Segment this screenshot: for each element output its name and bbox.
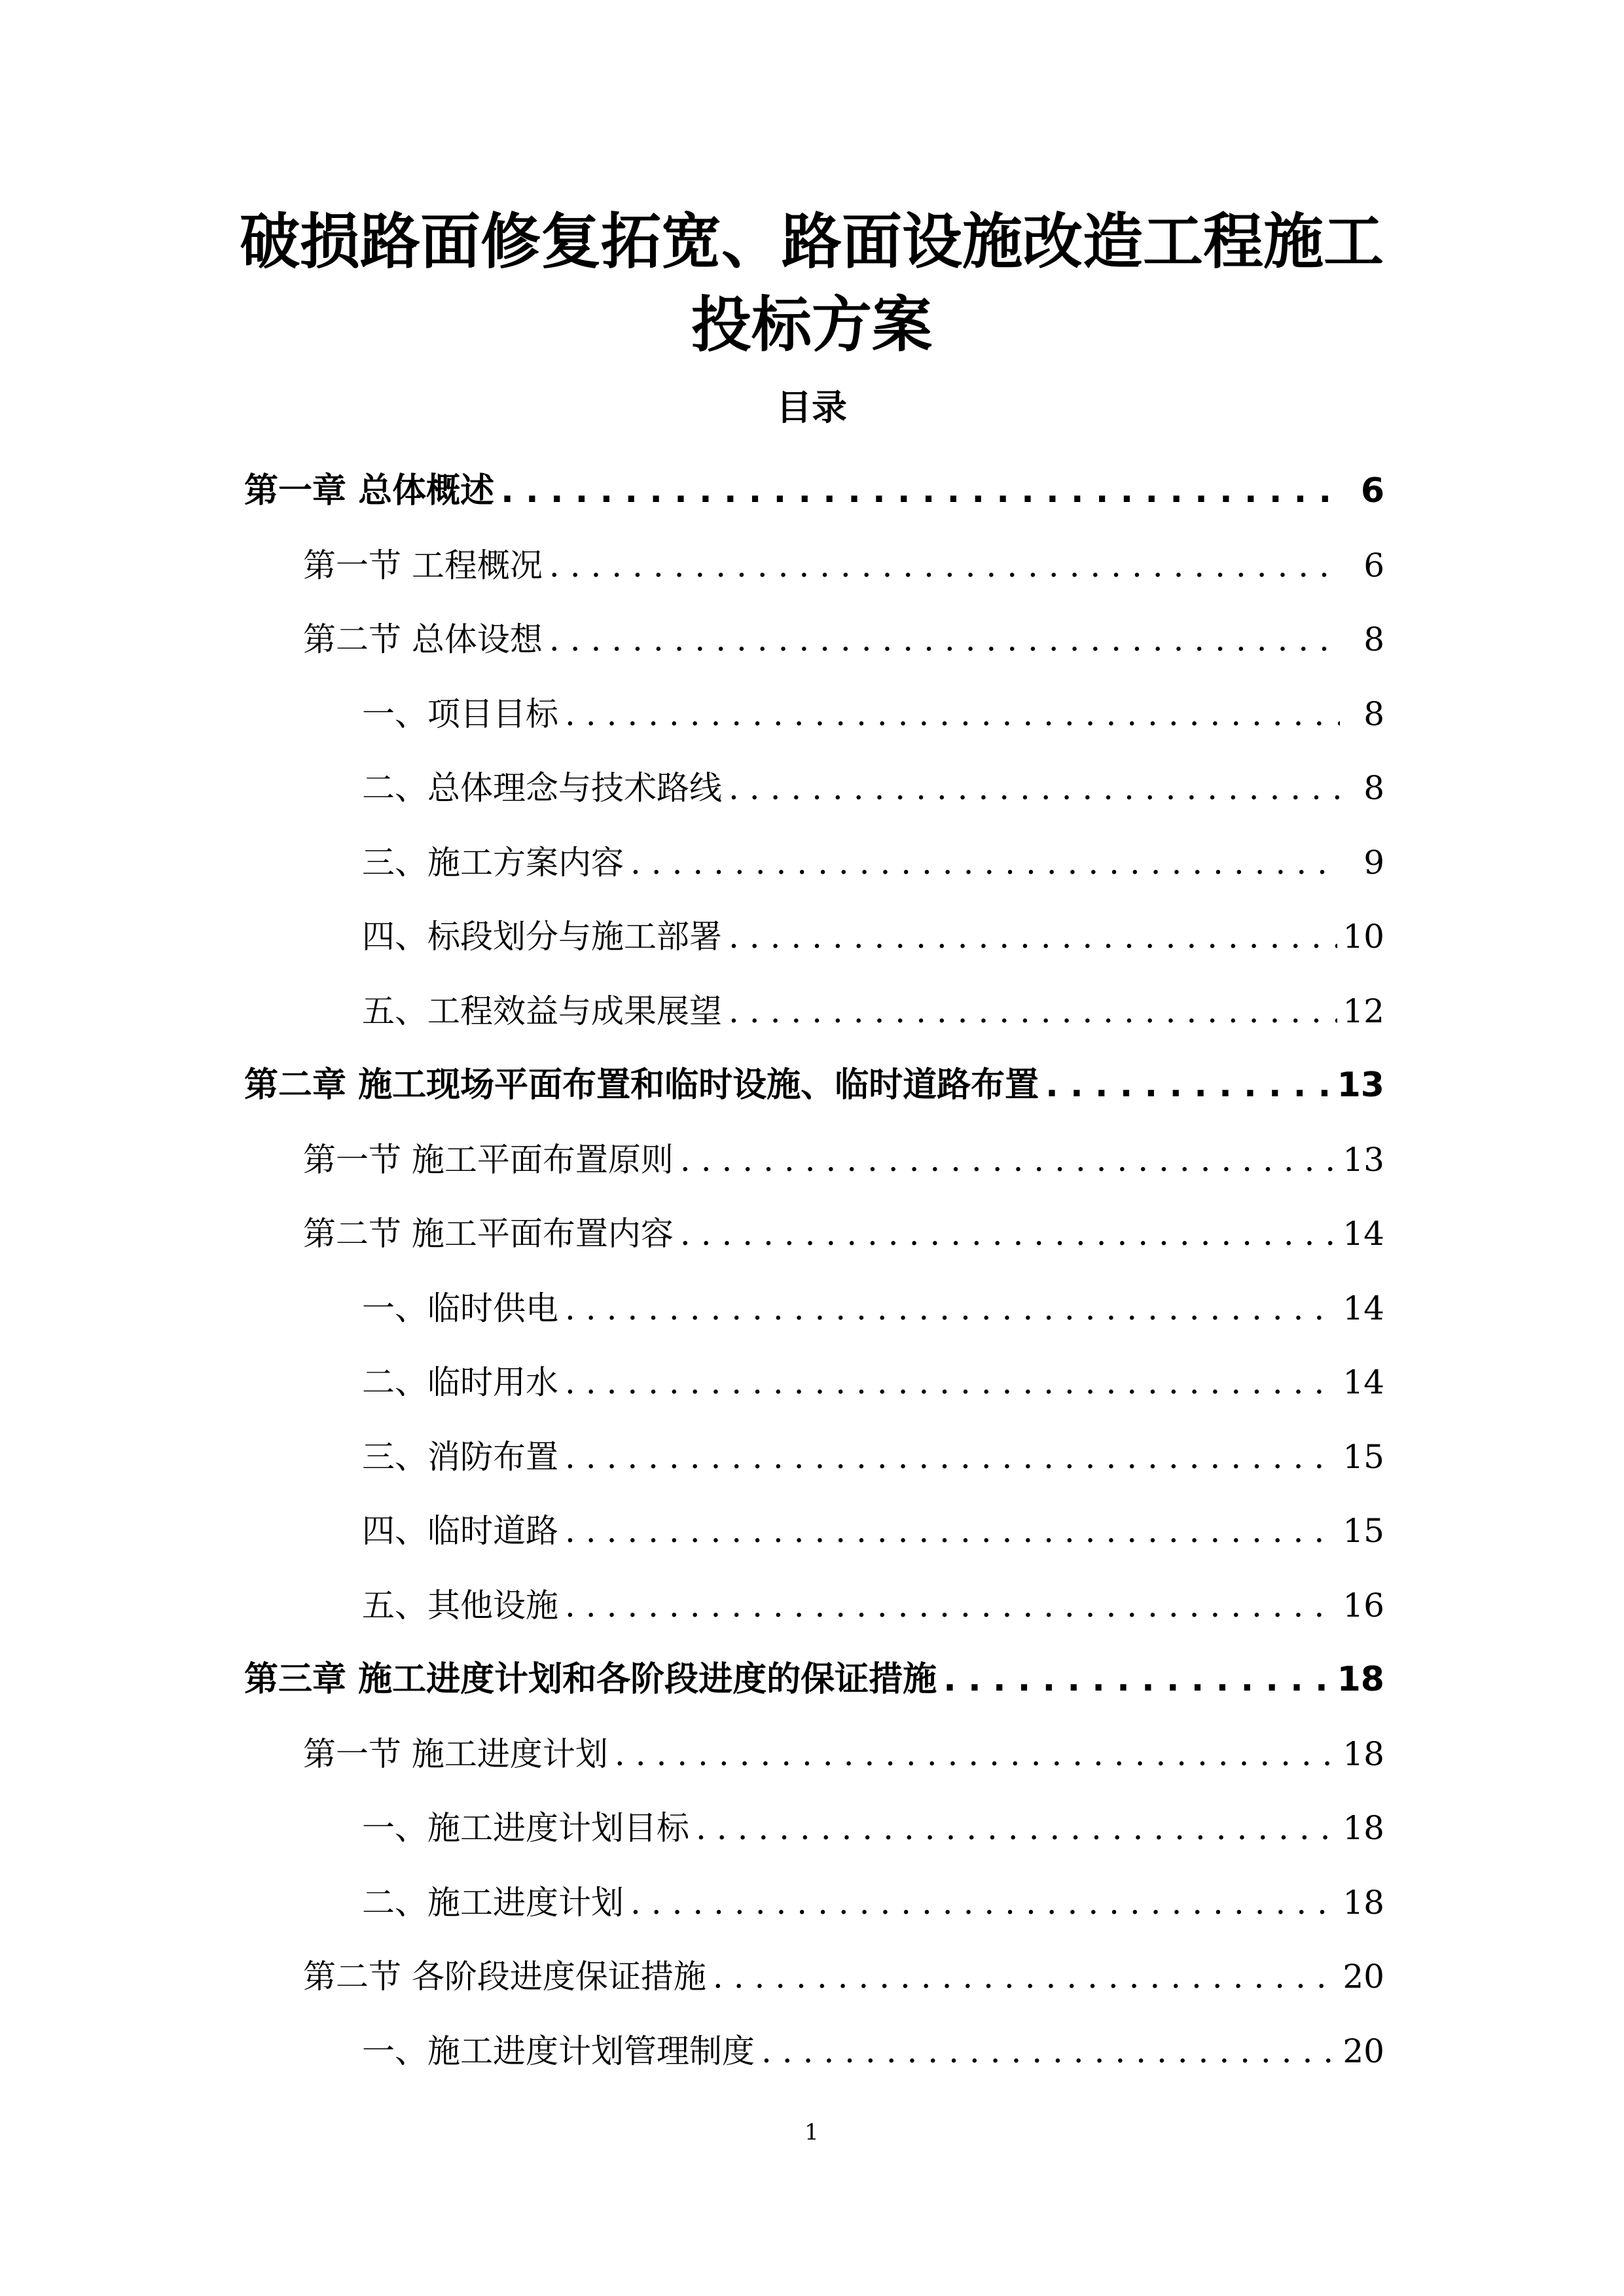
toc-entry[interactable]: [244, 1940, 1384, 2015]
toc-entry-page: 18: [1343, 1809, 1384, 1847]
toc-entry-label: 二、施工进度计划: [362, 1883, 624, 1922]
toc-entry[interactable]: [244, 454, 1384, 529]
toc-entry-label: 一、施工进度计划管理制度: [362, 2032, 755, 2070]
toc-entry-page: 14: [1343, 1363, 1384, 1401]
toc-leader-dots: [565, 1569, 1337, 1643]
toc-leader-dots: [565, 677, 1340, 752]
toc-entry-label: 四、临时道路: [362, 1512, 558, 1550]
toc-entry-page: 13: [1337, 1066, 1384, 1105]
toc-entry[interactable]: [244, 1049, 1384, 1123]
toc-leader-dots: [696, 1791, 1337, 1866]
toc-entry[interactable]: [244, 1494, 1384, 1569]
toc-entry[interactable]: [244, 1420, 1384, 1495]
toc-entry-page: 14: [1343, 1289, 1384, 1327]
toc-entry[interactable]: [244, 1272, 1384, 1346]
toc-entry-label: 第二节 总体设想: [303, 620, 543, 658]
toc-leader-dots: [549, 529, 1340, 603]
toc-entry[interactable]: [244, 975, 1384, 1049]
toc-entry-label: 第三章 施工进度计划和各阶段进度的保证措施: [244, 1660, 937, 1699]
toc-entry-page: 13: [1343, 1140, 1384, 1179]
toc-leader-dots: [549, 603, 1340, 677]
toc-entry-label: 三、施工方案内容: [362, 843, 624, 882]
toc-leader-dots: [1045, 1049, 1332, 1123]
toc-leader-dots: [565, 1494, 1337, 1569]
toc-leader-dots: [680, 1123, 1337, 1198]
toc-entry-label: 三、消防布置: [362, 1437, 558, 1476]
toc-entry[interactable]: [244, 1197, 1384, 1272]
toc-entry[interactable]: [244, 751, 1384, 826]
toc-entry-label: 第一章 总体概述: [244, 471, 495, 511]
toc-entry-page: 6: [1360, 471, 1384, 511]
toc-entry-page: 8: [1363, 620, 1384, 658]
toc-leader-dots: [680, 1197, 1337, 1272]
toc-entry-page: 8: [1363, 694, 1384, 733]
table-of-contents: [244, 454, 1384, 2089]
toc-entry-label: 四、标段划分与施工部署: [362, 918, 722, 956]
toc-leader-dots: [943, 1643, 1332, 1717]
toc-entry-page: 8: [1363, 769, 1384, 807]
toc-leader-dots: [565, 1346, 1337, 1420]
toc-leader-dots: [615, 1717, 1337, 1792]
toc-entry-label: 一、施工进度计划目标: [362, 1809, 689, 1847]
toc-leader-dots: [565, 1420, 1337, 1495]
toc-entry-label: 第一节 施工进度计划: [303, 1734, 608, 1773]
toc-entry-label: 五、工程效益与成果展望: [362, 992, 722, 1030]
toc-entry-label: 一、项目目标: [362, 694, 558, 733]
toc-leader-dots: [713, 1940, 1337, 2015]
toc-entry-label: 二、总体理念与技术路线: [362, 769, 722, 807]
toc-entry-label: 第二节 各阶段进度保证措施: [303, 1958, 706, 1996]
toc-entry[interactable]: [244, 826, 1384, 901]
toc-entry[interactable]: [244, 900, 1384, 975]
toc-entry-page: 18: [1337, 1660, 1384, 1699]
toc-entry[interactable]: [244, 1569, 1384, 1643]
toc-entry[interactable]: [244, 2015, 1384, 2089]
toc-entry-page: 12: [1343, 992, 1384, 1030]
toc-entry-label: 第一节 工程概况: [303, 546, 543, 584]
toc-leader-dots: [729, 900, 1337, 975]
toc-entry-label: 一、临时供电: [362, 1289, 558, 1327]
toc-leader-dots: [729, 975, 1337, 1049]
toc-entry-page: 20: [1343, 2032, 1384, 2070]
toc-entry-label: 第二节 施工平面布置内容: [303, 1215, 674, 1253]
toc-leader-dots: [630, 826, 1340, 901]
toc-entry-label: 二、临时用水: [362, 1363, 558, 1401]
toc-leader-dots: [630, 1866, 1337, 1941]
toc-entry-label: 第二章 施工现场平面布置和临时设施、临时道路布置: [244, 1066, 1039, 1105]
toc-entry-page: 14: [1343, 1215, 1384, 1253]
toc-entry-page: 18: [1343, 1734, 1384, 1773]
toc-entry[interactable]: [244, 1866, 1384, 1941]
toc-entry-page: 15: [1343, 1512, 1384, 1550]
toc-leader-dots: [761, 2015, 1337, 2089]
toc-entry-label: 第一节 施工平面布置原则: [303, 1140, 674, 1179]
toc-heading: 目录: [776, 387, 847, 428]
toc-entry[interactable]: [244, 677, 1384, 752]
toc-leader-dots: [729, 751, 1340, 826]
toc-entry-page: 10: [1343, 918, 1384, 956]
toc-entry-page: 9: [1363, 843, 1384, 882]
toc-entry[interactable]: [244, 1346, 1384, 1420]
document-title-line-1: 破损路面修复拓宽、路面设施改造工程施工: [239, 207, 1384, 277]
document-title-line-2: 投标方案: [691, 290, 932, 360]
toc-entry-page: 6: [1363, 546, 1384, 584]
toc-entry[interactable]: [244, 1643, 1384, 1717]
toc-entry[interactable]: [244, 603, 1384, 677]
toc-entry-page: 18: [1343, 1883, 1384, 1922]
page-number: 1: [804, 2119, 819, 2145]
toc-entry[interactable]: [244, 1123, 1384, 1198]
toc-entry[interactable]: [244, 1791, 1384, 1866]
toc-entry-page: 20: [1343, 1958, 1384, 1996]
toc-entry[interactable]: [244, 1717, 1384, 1792]
toc-leader-dots: [501, 454, 1340, 529]
toc-entry-page: 16: [1343, 1586, 1384, 1624]
toc-entry-label: 五、其他设施: [362, 1586, 558, 1624]
toc-entry[interactable]: [244, 529, 1384, 603]
toc-entry-page: 15: [1343, 1437, 1384, 1476]
toc-leader-dots: [565, 1272, 1337, 1346]
